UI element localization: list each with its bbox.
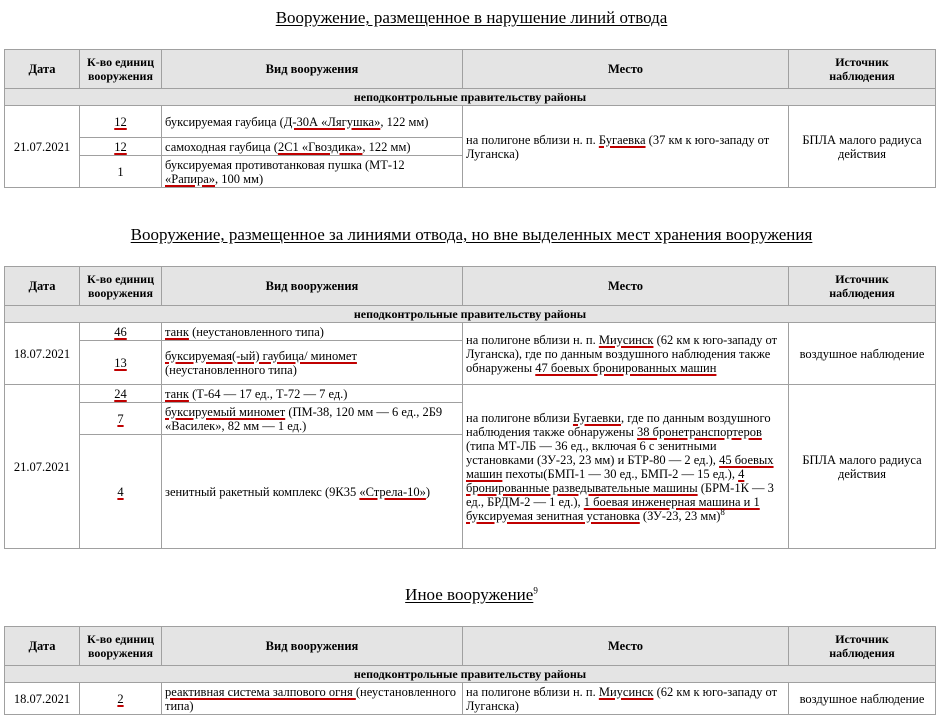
header-date: Дата xyxy=(5,50,80,89)
type-cell: танк (неустановленного типа) xyxy=(162,323,463,341)
source-cell: БПЛА малого радиуса действия xyxy=(789,385,936,549)
source-cell: БПЛА малого радиуса действия xyxy=(789,106,936,188)
group-label: неподконтрольные правительству районы xyxy=(5,306,936,323)
section3-table xyxy=(4,626,936,715)
count-cell: 7 xyxy=(80,403,162,435)
header-place: Место xyxy=(463,50,789,89)
table-row xyxy=(5,683,936,715)
count-cell: 4 xyxy=(80,435,162,549)
date-cell: 21.07.2021 xyxy=(5,385,80,549)
header-row xyxy=(5,50,936,89)
type-cell: буксируемый миномет (ПМ-38, 120 мм — 6 ед., 2Б9 «Василек», 82 мм — 1 ед.) xyxy=(162,403,463,435)
date-cell: 21.07.2021 xyxy=(5,106,80,188)
header-date: Дата xyxy=(5,627,80,666)
section1-table xyxy=(4,49,936,188)
header-count: К-во единиц вооружения xyxy=(80,50,162,89)
table-row xyxy=(5,106,936,138)
count-cell: 2 xyxy=(80,683,162,715)
place-cell: на полигоне вблизи н. п. Миусинск (62 км к юго-западу от Луганска), где по данным воздушного наблюдения также обнаружены 47 боевых бронированных машин xyxy=(463,323,789,385)
source-cell: воздушное наблюдение xyxy=(789,323,936,385)
type-cell: буксируемая противотанковая пушка (МТ-12 «Рапира», 100 мм) xyxy=(162,156,463,188)
section2-table xyxy=(4,266,936,549)
count-cell: 12 xyxy=(80,138,162,156)
type-cell: зенитный ракетный комплекс (9К35 «Стрела-10») xyxy=(162,435,463,549)
header-place: Место xyxy=(463,267,789,306)
header-source: Источник наблюдения xyxy=(789,267,936,306)
section1-title: Вооружение, размещенное в нарушение линий отвода xyxy=(275,8,668,27)
header-count: К-во единиц вооружения xyxy=(80,627,162,666)
count-cell: 46 xyxy=(80,323,162,341)
count-cell: 12 xyxy=(80,106,162,138)
type-cell: буксируемая(-ый) гаубица/ миномет (неустановленного типа) xyxy=(162,341,463,385)
type-cell: самоходная гаубица (2С1 «Гвоздика», 122 мм) xyxy=(162,138,463,156)
table-row xyxy=(5,323,936,341)
section2-title: Вооружение, размещенное за линиями отвода, но вне выделенных мест хранения вооружения xyxy=(130,225,813,244)
header-type: Вид вооружения xyxy=(162,50,463,89)
date-cell: 18.07.2021 xyxy=(5,323,80,385)
place-cell: на полигоне вблизи Бугаевки, где по данным воздушного наблюдения также обнаружены 38 бронетранспортеров (типа МТ-ЛБ — 36 ед., включая 6 с зенитными установками (ЗУ-23, 23 мм) и БТР-80 — 2 ед.), 45 боевых машин пехоты(БМП-1 — 30 ед., БМП-2 — 15 ед.), 4 бронированные разведывательные машины (БРМ-1К — 3 ед., БРДМ-2 — 1 ед.), 1 боевая инженерная машина и 1 буксируемая зенитная установка (ЗУ-23, 23 мм)$^8$ xyxy=(463,385,789,549)
date-cell: 18.07.2021 xyxy=(5,683,80,715)
header-date: Дата xyxy=(5,267,80,306)
type-cell: реактивная система залпового огня (неустановленного типа) xyxy=(162,683,463,715)
place-cell: на полигоне вблизи н. п. Миусинск (62 км к юго-западу от Луганска) xyxy=(463,683,789,715)
section3-title: Иное вооружение$^9$ xyxy=(405,585,538,604)
count-cell: 1 xyxy=(80,156,162,188)
group-label: неподконтрольные правительству районы xyxy=(5,666,936,683)
group-label: неподконтрольные правительству районы xyxy=(5,89,936,106)
header-row xyxy=(5,267,936,306)
place-cell: на полигоне вблизи н. п. Бугаевка (37 км к юго-западу от Луганска) xyxy=(463,106,789,188)
header-source: Источник наблюдения xyxy=(789,50,936,89)
type-cell: танк (Т-64 — 17 ед., Т-72 — 7 ед.) xyxy=(162,385,463,403)
count-cell: 24 xyxy=(80,385,162,403)
type-cell: буксируемая гаубица (Д-30А «Лягушка», 122 мм) xyxy=(162,106,463,138)
header-place: Место xyxy=(463,627,789,666)
source-cell: воздушное наблюдение xyxy=(789,683,936,715)
header-count: К-во единиц вооружения xyxy=(80,267,162,306)
header-type: Вид вооружения xyxy=(162,267,463,306)
header-source: Источник наблюдения xyxy=(789,627,936,666)
header-row xyxy=(5,627,936,666)
table-row xyxy=(5,385,936,403)
header-type: Вид вооружения xyxy=(162,627,463,666)
count-cell: 13 xyxy=(80,341,162,385)
